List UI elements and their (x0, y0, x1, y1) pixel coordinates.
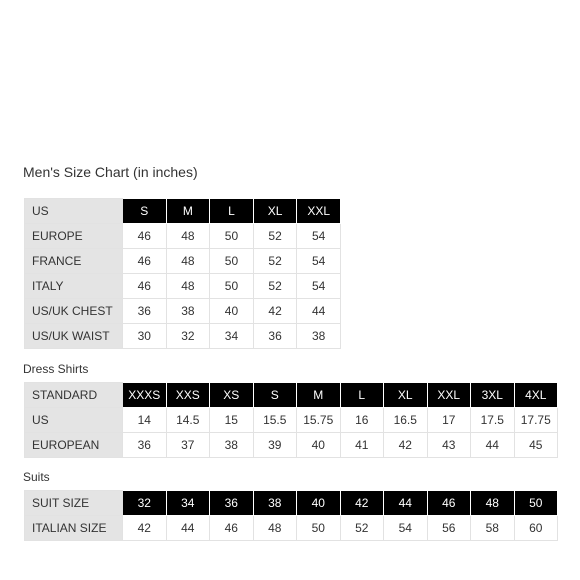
table-cell: 48 (166, 224, 210, 249)
table-cell: 48 (253, 516, 297, 541)
table-row (25, 299, 341, 324)
table-cell: 16 (340, 408, 384, 433)
dress-shirts-label: Dress Shirts (23, 362, 89, 376)
size-header-cell: 46 (427, 491, 471, 516)
size-header-cell: 42 (340, 491, 384, 516)
size-header-cell: XXXS (123, 383, 167, 408)
table-cell: 17.75 (514, 408, 558, 433)
table-cell: 56 (427, 516, 471, 541)
table-cell: 60 (514, 516, 558, 541)
size-header-cell: 32 (123, 491, 167, 516)
table-cell: 40 (210, 299, 254, 324)
table-cell: 17 (427, 408, 471, 433)
table-cell: 44 (166, 516, 210, 541)
size-header-cell: L (340, 383, 384, 408)
table-cell: 54 (297, 274, 341, 299)
size-header-cell: 4XL (514, 383, 558, 408)
table-cell: 50 (210, 224, 254, 249)
mens-size-table (24, 198, 341, 349)
table-cell: 44 (297, 299, 341, 324)
table-cell: 42 (384, 433, 428, 458)
table-cell: 14.5 (166, 408, 210, 433)
size-header-cell: M (166, 199, 210, 224)
table-cell: 14 (123, 408, 167, 433)
table-cell: 30 (123, 324, 167, 349)
row-label: STANDARD (25, 383, 123, 408)
table-row (25, 408, 558, 433)
size-header-cell: S (123, 199, 167, 224)
size-header-cell: XXS (166, 383, 210, 408)
table-cell: 36 (123, 299, 167, 324)
table-cell: 16.5 (384, 408, 428, 433)
table-cell: 38 (210, 433, 254, 458)
size-header-cell: 34 (166, 491, 210, 516)
table-cell: 45 (514, 433, 558, 458)
size-header-cell: S (253, 383, 297, 408)
table-cell: 38 (297, 324, 341, 349)
row-label: US (25, 199, 123, 224)
size-header-cell: 36 (210, 491, 254, 516)
page-title: Men's Size Chart (in inches) (23, 164, 198, 180)
size-header-cell: L (210, 199, 254, 224)
table-cell: 36 (123, 433, 167, 458)
row-label: FRANCE (25, 249, 123, 274)
table-header-row (25, 199, 341, 224)
table-cell: 52 (253, 274, 297, 299)
size-header-cell: M (297, 383, 341, 408)
table-cell: 15.5 (253, 408, 297, 433)
table-cell: 42 (253, 299, 297, 324)
table-cell: 41 (340, 433, 384, 458)
table-cell: 50 (297, 516, 341, 541)
row-label: US/UK CHEST (25, 299, 123, 324)
suits-table (24, 490, 558, 541)
table-cell: 15.75 (297, 408, 341, 433)
table-cell: 48 (166, 249, 210, 274)
size-header-cell: 44 (384, 491, 428, 516)
table-row (25, 224, 341, 249)
table-cell: 50 (210, 274, 254, 299)
table-cell: 46 (123, 249, 167, 274)
row-label: SUIT SIZE (25, 491, 123, 516)
row-label: US (25, 408, 123, 433)
size-header-cell: XL (384, 383, 428, 408)
size-header-cell: XL (253, 199, 297, 224)
table-row (25, 433, 558, 458)
table-cell: 42 (123, 516, 167, 541)
size-header-cell: XXL (427, 383, 471, 408)
table-cell: 43 (427, 433, 471, 458)
row-label: EUROPE (25, 224, 123, 249)
table-cell: 39 (253, 433, 297, 458)
row-label: ITALIAN SIZE (25, 516, 123, 541)
table-row (25, 516, 558, 541)
table-cell: 44 (471, 433, 515, 458)
table-cell: 17.5 (471, 408, 515, 433)
table-cell: 52 (340, 516, 384, 541)
row-label: EUROPEAN (25, 433, 123, 458)
size-header-cell: 38 (253, 491, 297, 516)
table-cell: 52 (253, 249, 297, 274)
size-header-cell: XXL (297, 199, 341, 224)
table-header-row (25, 491, 558, 516)
table-cell: 40 (297, 433, 341, 458)
table-cell: 52 (253, 224, 297, 249)
table-row (25, 324, 341, 349)
row-label: ITALY (25, 274, 123, 299)
row-label: US/UK WAIST (25, 324, 123, 349)
suits-label: Suits (23, 470, 50, 484)
table-cell: 46 (123, 274, 167, 299)
table-cell: 54 (384, 516, 428, 541)
size-header-cell: XS (210, 383, 254, 408)
size-header-cell: 3XL (471, 383, 515, 408)
table-cell: 37 (166, 433, 210, 458)
table-cell: 54 (297, 224, 341, 249)
table-cell: 46 (123, 224, 167, 249)
dress-shirts-table (24, 382, 558, 458)
table-row (25, 274, 341, 299)
table-cell: 58 (471, 516, 515, 541)
size-header-cell: 48 (471, 491, 515, 516)
table-row (25, 249, 341, 274)
table-cell: 34 (210, 324, 254, 349)
table-cell: 32 (166, 324, 210, 349)
table-cell: 48 (166, 274, 210, 299)
size-header-cell: 40 (297, 491, 341, 516)
size-header-cell: 50 (514, 491, 558, 516)
table-cell: 46 (210, 516, 254, 541)
table-cell: 15 (210, 408, 254, 433)
table-header-row (25, 383, 558, 408)
table-cell: 54 (297, 249, 341, 274)
table-cell: 50 (210, 249, 254, 274)
table-cell: 36 (253, 324, 297, 349)
table-cell: 38 (166, 299, 210, 324)
